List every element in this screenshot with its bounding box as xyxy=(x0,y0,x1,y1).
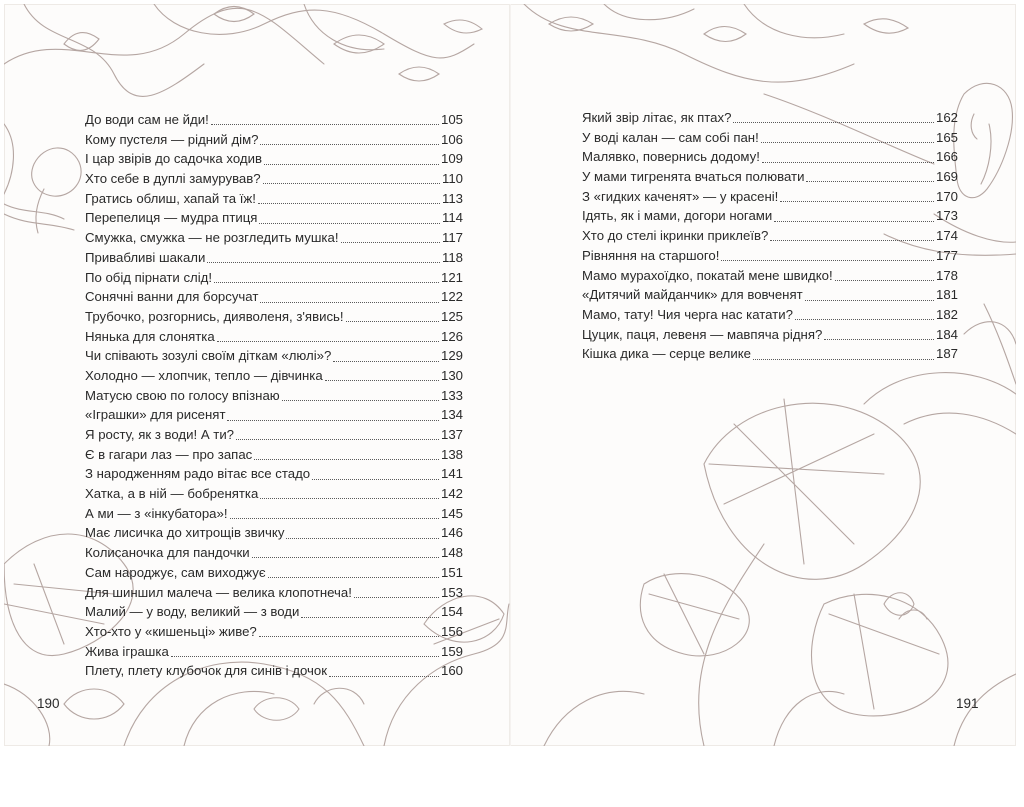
toc-entry-title: Має лисичка до хитрощів звичку xyxy=(85,525,285,541)
dot-leader xyxy=(211,124,439,125)
toc-entry-page: 142 xyxy=(440,486,463,502)
toc-entry xyxy=(582,187,958,207)
toc-entry-title: Рівняння на старшого! xyxy=(582,247,720,263)
dot-leader xyxy=(263,183,440,184)
toc-entry xyxy=(85,386,463,406)
dot-leader xyxy=(268,577,439,578)
toc-entry-page: 178 xyxy=(935,267,958,283)
dot-leader xyxy=(260,302,439,303)
dot-leader xyxy=(252,557,439,558)
toc-entry xyxy=(85,228,463,248)
dot-leader xyxy=(770,240,934,241)
dot-leader xyxy=(260,498,439,499)
dot-leader xyxy=(236,439,439,440)
toc-entry xyxy=(85,464,463,484)
toc-entry-page: 153 xyxy=(440,584,463,600)
toc-entry xyxy=(582,128,958,148)
toc-entry xyxy=(85,208,463,228)
toc-entry xyxy=(85,523,463,543)
toc-entry-page: 165 xyxy=(935,129,958,145)
toc-entry-page: 118 xyxy=(441,249,463,265)
toc-entry-title: Мамо мурахоїдко, покатай мене швидко! xyxy=(582,267,833,283)
toc-entry-title: До води сам не йди! xyxy=(85,112,209,127)
dot-leader xyxy=(254,459,439,460)
toc-entry xyxy=(582,344,958,364)
dot-leader xyxy=(214,282,439,283)
toc-entry-title: «Дитячий майданчик» для вовченят xyxy=(582,287,803,303)
toc-entry-page: 148 xyxy=(440,545,463,561)
toc-entry-page: 166 xyxy=(935,149,958,165)
toc-entry-page: 160 xyxy=(440,663,463,679)
toc-entry xyxy=(85,425,463,445)
dot-leader xyxy=(346,321,439,322)
toc-entry-page: 134 xyxy=(440,407,463,423)
toc-entry-title: Привабливі шакали xyxy=(85,249,206,265)
toc-entry xyxy=(85,642,463,662)
toc-entry-title: З «гидких каченят» — у красені! xyxy=(582,188,779,204)
toc-entry-title: Малявко, повернись додому! xyxy=(582,149,760,165)
dot-leader xyxy=(264,164,439,165)
dot-leader xyxy=(721,260,934,261)
toc-entry-page: 125 xyxy=(440,308,463,324)
dot-leader xyxy=(259,636,439,637)
toc-left-page xyxy=(85,110,463,681)
dot-leader xyxy=(260,144,439,145)
toc-entry-title: Матусю свою по голосу впізнаю xyxy=(85,387,280,403)
toc-entry xyxy=(582,246,958,266)
toc-entry xyxy=(85,563,463,583)
toc-entry-page: 170 xyxy=(935,188,958,204)
toc-entry-title: Кішка дика — серце велике xyxy=(582,346,751,362)
toc-entry xyxy=(85,149,463,169)
toc-entry-page: 141 xyxy=(440,466,463,482)
dot-leader xyxy=(312,479,439,480)
toc-entry-page: 137 xyxy=(440,427,463,442)
toc-entry xyxy=(85,543,463,563)
toc-entry xyxy=(85,248,463,268)
toc-entry-title: Я росту, як з води! А ти? xyxy=(85,427,235,442)
toc-entry-title: Гратись облиш, хапай та їж! xyxy=(85,190,256,206)
toc-entry-title: Нянька для слонятка xyxy=(85,328,215,344)
toc-entry-page: 113 xyxy=(441,190,463,206)
dot-leader xyxy=(227,420,439,421)
toc-entry-title: По обід пірнати слід! xyxy=(85,269,213,285)
toc-entry-page: 156 xyxy=(440,623,463,639)
dot-leader xyxy=(806,181,934,182)
toc-entry-title: Який звір літає, як птах? xyxy=(582,110,732,125)
toc-entry xyxy=(85,307,463,327)
dot-leader xyxy=(286,538,439,539)
toc-entry-title: Плету, плету клубочок для синів і дочок xyxy=(85,663,327,679)
dot-leader xyxy=(341,242,440,243)
toc-entry-page: 122 xyxy=(440,289,463,305)
lemur-sketch xyxy=(32,148,81,196)
toc-entry-title: А ми — з «інкубатора»! xyxy=(85,505,228,521)
dot-leader xyxy=(282,400,439,401)
toc-entry-title: Смужка, смужка — не розгледить мушка! xyxy=(85,230,339,246)
toc-entry-page: 151 xyxy=(440,564,463,580)
dot-leader xyxy=(774,221,934,222)
toc-entry xyxy=(582,305,958,325)
toc-entry-page: 154 xyxy=(440,604,463,620)
toc-entry-title: Цуцик, паця, левеня — мавпяча рідня? xyxy=(582,326,823,342)
dot-leader xyxy=(217,341,439,342)
dot-leader xyxy=(258,203,440,204)
dot-leader xyxy=(171,656,439,657)
dot-leader xyxy=(762,162,934,163)
book-spread xyxy=(4,4,1016,746)
toc-entry-page: 138 xyxy=(440,446,463,462)
dot-leader xyxy=(329,676,439,677)
toc-entry xyxy=(582,108,958,128)
toc-entry-title: Жива іграшка xyxy=(85,643,169,659)
toc-entry-title: Малий — у воду, великий — з води xyxy=(85,604,300,620)
toc-entry-title: З народженням радо вітає все стадо xyxy=(85,466,311,482)
toc-right-page xyxy=(582,108,958,364)
toc-entry xyxy=(85,130,463,150)
toc-entry-page: 146 xyxy=(440,525,463,541)
toc-entry xyxy=(85,445,463,465)
toc-entry-page: 145 xyxy=(440,505,463,521)
toc-entry-title: Колисаночка для пандочки xyxy=(85,545,250,561)
toc-entry xyxy=(85,169,463,189)
dot-leader xyxy=(207,262,440,263)
toc-entry xyxy=(85,110,463,130)
toc-entry-title: Кому пустеля — рідний дім? xyxy=(85,131,259,147)
toc-entry-title: Сонячні ванни для борсучат xyxy=(85,289,259,305)
toc-entry-page: 106 xyxy=(440,131,463,147)
toc-entry-title: Хто до стелі ікринки приклеїв? xyxy=(582,228,769,244)
toc-entry-title: Є в гагари лаз — про запас xyxy=(85,446,253,462)
toc-entry-title: Сам народжує, сам виходжує xyxy=(85,564,266,580)
dot-leader xyxy=(824,339,934,340)
toc-entry-title: Мамо, тату! Чия черга нас катати? xyxy=(582,306,793,322)
dot-leader xyxy=(259,223,440,224)
toc-entry xyxy=(85,504,463,524)
toc-entry-page: 187 xyxy=(935,346,958,362)
toc-entry-title: Хатка, а в ній — бобренятка xyxy=(85,486,259,502)
toc-entry-page: 121 xyxy=(440,269,463,285)
toc-entry xyxy=(582,325,958,345)
dot-leader xyxy=(733,122,934,123)
toc-entry xyxy=(85,287,463,307)
toc-entry-page: 169 xyxy=(935,169,958,185)
toc-entry xyxy=(85,268,463,288)
toc-entry-page: 173 xyxy=(935,208,958,224)
toc-entry-page: 133 xyxy=(440,387,463,403)
toc-entry xyxy=(85,583,463,603)
toc-entry xyxy=(85,189,463,209)
toc-entry xyxy=(582,167,958,187)
dot-leader xyxy=(230,518,439,519)
toc-entry-title: Трубочко, розгорнись, дияволеня, з'явись! xyxy=(85,308,344,324)
dot-leader xyxy=(805,300,934,301)
toc-entry-title: У воді калан — сам собі пан! xyxy=(582,129,759,145)
toc-entry-page: 159 xyxy=(440,643,463,659)
toc-entry-title: Хто себе в дуплі замурував? xyxy=(85,171,261,187)
toc-entry-page: 110 xyxy=(441,171,463,187)
toc-entry-title: Ідять, як і мами, догори ногами xyxy=(582,208,773,224)
toc-entry-title: «Іграшки» для рисенят xyxy=(85,407,226,423)
toc-entry-title: У мами тигренята вчаться полювати xyxy=(582,169,805,185)
vine-top-left xyxy=(4,8,324,64)
toc-entry-page: 109 xyxy=(440,151,463,167)
monstera-leaf xyxy=(704,403,920,579)
toc-entry-title: Перепелиця — мудра птиця xyxy=(85,210,258,226)
dot-leader xyxy=(301,617,439,618)
toc-entry xyxy=(582,266,958,286)
toc-entry-page: 114 xyxy=(441,210,463,226)
page-number-left: 190 xyxy=(37,696,60,711)
dot-leader xyxy=(753,359,934,360)
dot-leader xyxy=(333,361,439,362)
toc-entry-title: І цар звірів до садочка ходив xyxy=(85,151,262,167)
toc-entry xyxy=(582,147,958,167)
toc-entry-page: 184 xyxy=(935,326,958,342)
dot-leader xyxy=(325,380,439,381)
vine-top-right xyxy=(524,4,854,82)
toc-entry-page: 181 xyxy=(935,287,958,303)
toc-entry-page: 129 xyxy=(440,348,463,364)
toc-entry-page: 105 xyxy=(440,112,463,127)
dot-leader xyxy=(795,319,934,320)
toc-entry-page: 117 xyxy=(441,230,463,246)
toc-entry-page: 182 xyxy=(935,306,958,322)
page-number-right: 191 xyxy=(956,696,979,711)
toc-entry xyxy=(85,661,463,681)
toc-entry xyxy=(85,484,463,504)
dot-leader xyxy=(354,597,439,598)
toc-entry xyxy=(85,602,463,622)
toc-entry xyxy=(582,226,958,246)
toc-entry xyxy=(85,405,463,425)
toc-entry xyxy=(85,346,463,366)
dot-leader xyxy=(780,201,934,202)
toc-entry-title: Хто-хто у «кишеньці» живе? xyxy=(85,623,257,639)
toc-entry-page: 130 xyxy=(440,367,463,383)
toc-entry-page: 162 xyxy=(935,110,958,125)
dot-leader xyxy=(761,142,934,143)
toc-entry xyxy=(582,285,958,305)
branch-left xyxy=(4,204,64,219)
toc-entry-page: 174 xyxy=(935,228,958,244)
toc-entry-page: 177 xyxy=(935,247,958,263)
dot-leader xyxy=(835,280,934,281)
toc-entry-page: 126 xyxy=(440,328,463,344)
toc-entry xyxy=(582,206,958,226)
toc-entry-title: Для шиншил малеча — велика клопотнеча! xyxy=(85,584,352,600)
toc-entry xyxy=(85,366,463,386)
toc-entry xyxy=(85,622,463,642)
toc-entry xyxy=(85,327,463,347)
toc-entry-title: Чи співають зозулі своїм діткам «люлі»? xyxy=(85,348,332,364)
toc-entry-title: Холодно — хлопчик, тепло — дівчинка xyxy=(85,367,323,383)
